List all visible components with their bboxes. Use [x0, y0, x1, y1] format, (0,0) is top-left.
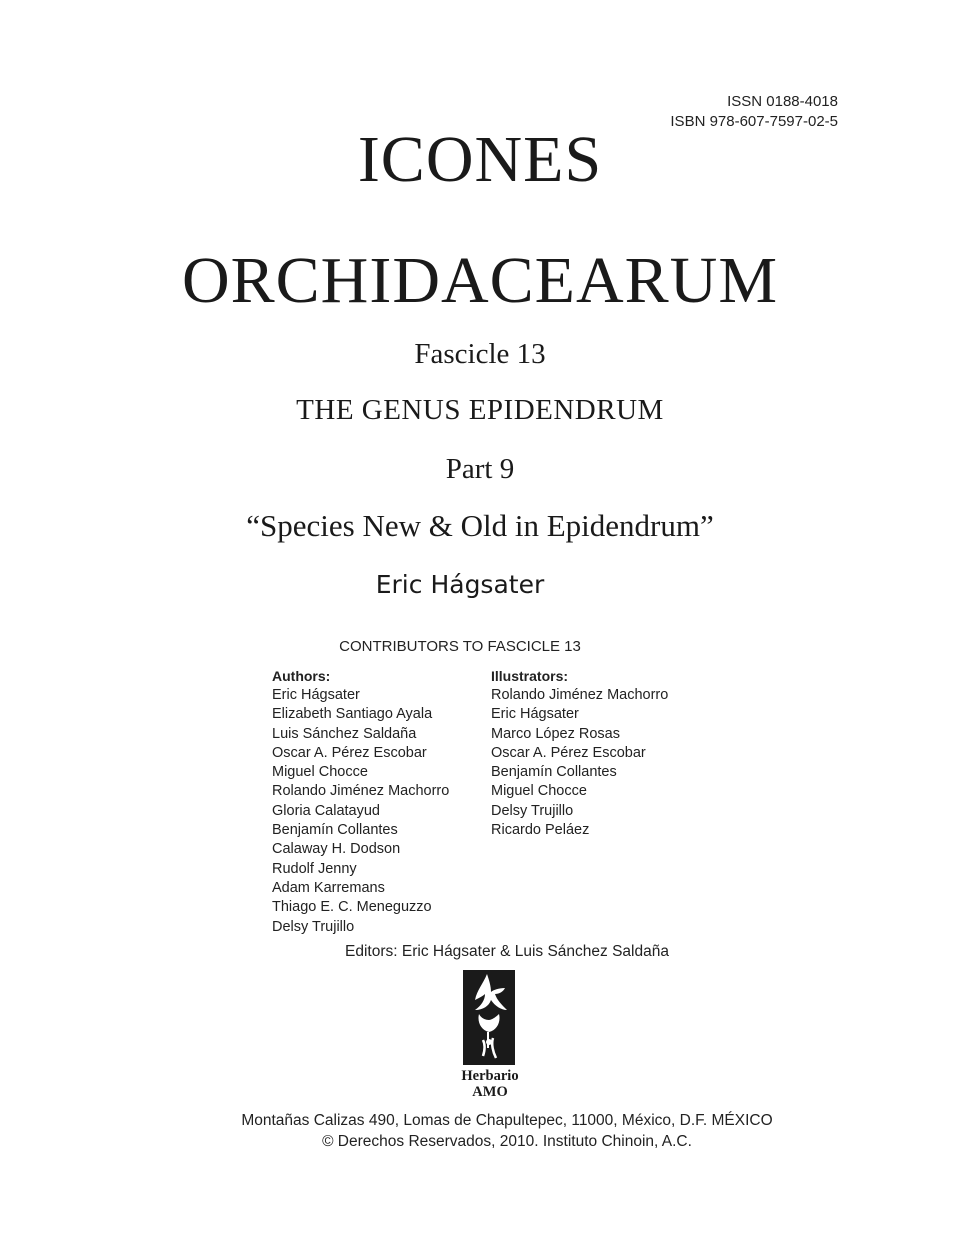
list-item: Thiago E. C. Meneguzzo	[272, 899, 432, 916]
contributors-heading: CONTRIBUTORS TO FASCICLE 13	[339, 638, 581, 655]
title-line-2: ORCHIDACEARUM	[181, 244, 779, 317]
illustrators-label: Illustrators:	[491, 668, 569, 684]
herbarium-logo-text	[430, 1068, 550, 1100]
issn: ISSN 0188-4018	[727, 93, 838, 110]
list-item: Gloria Calatayud	[272, 802, 380, 819]
fascicle-number: Fascicle 13	[414, 338, 546, 370]
list-item: Elizabeth Santiago Ayala	[272, 706, 433, 723]
list-item: Luis Sánchez Saldaña	[272, 725, 417, 742]
list-item: Adam Karremans	[272, 879, 385, 896]
list-item: Calaway H. Dodson	[272, 841, 401, 858]
list-item: Delsy Trujillo	[491, 802, 574, 819]
part-number: Part 9	[445, 453, 515, 485]
volume-subtitle: “Species New & Old in Epidendrum”	[246, 508, 714, 543]
list-item: Rudolf Jenny	[272, 860, 357, 877]
title-line-1: ICONES	[357, 123, 603, 196]
orchid-logo-icon	[463, 970, 515, 1065]
genus-heading: THE GENUS EPIDENDRUM	[296, 394, 664, 426]
list-item: Miguel Chocce	[272, 764, 368, 781]
list-item: Rolando Jiménez Machorro	[491, 687, 669, 703]
list-item: Rolando Jiménez Machorro	[272, 783, 450, 800]
list-item: Delsy Trujillo	[272, 918, 355, 935]
list-item: Benjamín Collantes	[491, 764, 617, 781]
list-item: Oscar A. Pérez Escobar	[272, 744, 427, 761]
list-item: Ricardo Peláez	[491, 822, 590, 839]
authors-list	[272, 667, 449, 937]
list-item: Miguel Chocce	[491, 783, 587, 800]
list-item: Eric Hágsater	[491, 706, 579, 723]
isbn: ISBN 978-607-7597-02-5	[670, 113, 838, 130]
copyright-notice: © Derechos Reservados, 2010. Instituto Chinoin, A.C.	[322, 1133, 692, 1150]
list-item: Benjamín Collantes	[272, 822, 398, 839]
editors-line: Editors: Eric Hágsater & Luis Sánchez Saldaña	[345, 943, 669, 960]
list-item: Eric Hágsater	[272, 687, 360, 703]
list-item: Oscar A. Pérez Escobar	[491, 744, 646, 761]
illustrators-list	[491, 667, 668, 840]
publisher-address: Montañas Calizas 490, Lomas de Chapultepec, 11000, México, D.F. MÉXICO	[241, 1112, 773, 1129]
authors-label: Authors:	[272, 668, 331, 684]
logo-line-1: Herbario	[461, 1068, 519, 1084]
list-item: Marco López Rosas	[491, 725, 620, 742]
logo-line-2: AMO	[472, 1084, 508, 1100]
main-author: Eric Hágsater	[375, 570, 545, 599]
